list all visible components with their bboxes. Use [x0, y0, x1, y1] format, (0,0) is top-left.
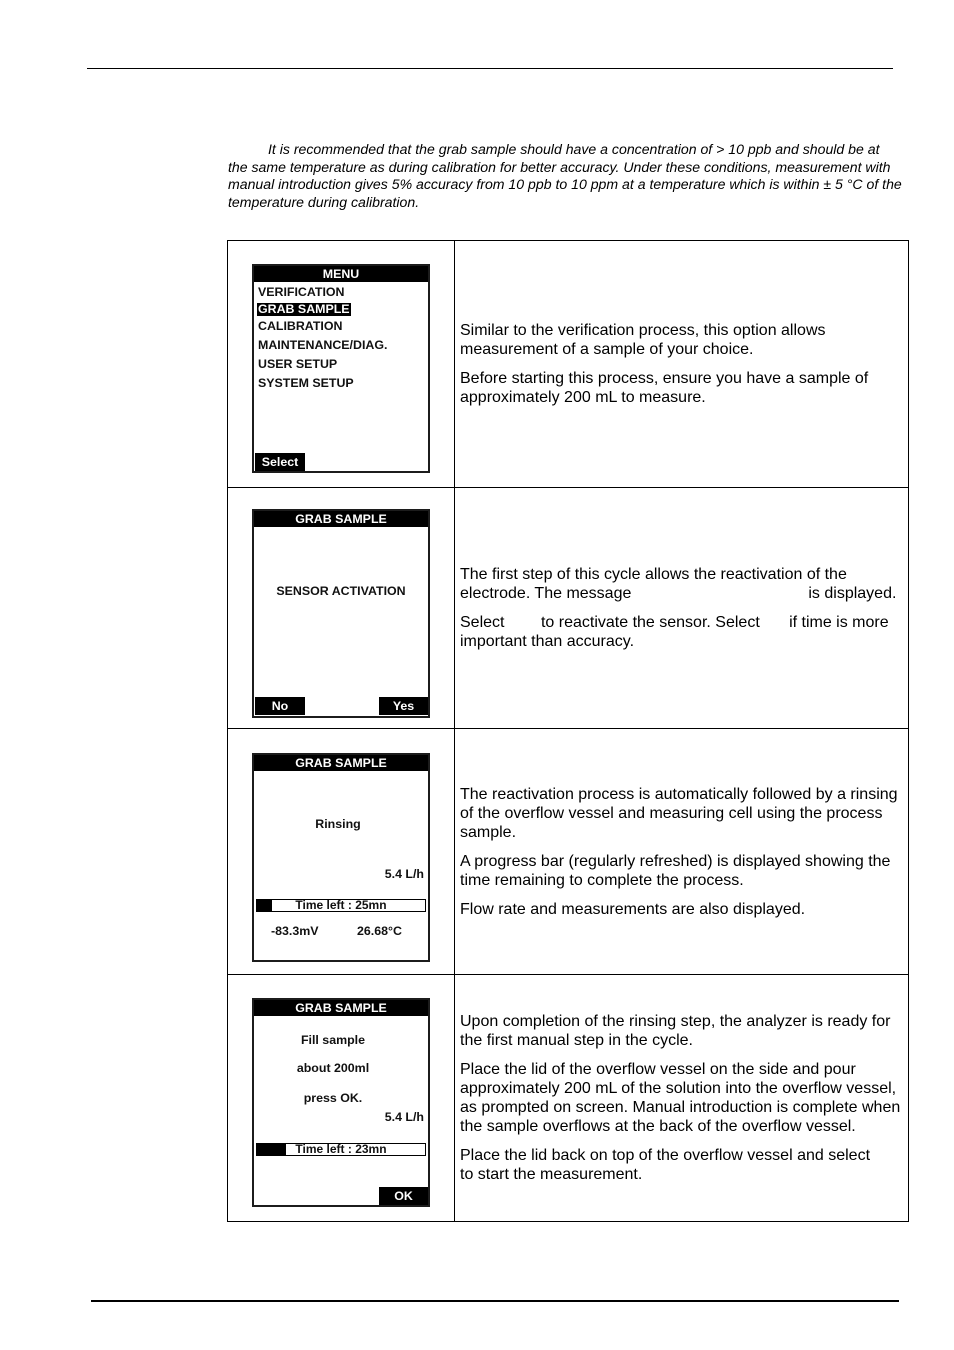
no-softkey: No: [255, 697, 305, 715]
note-line: temperature during calibration.: [228, 193, 420, 210]
description-segment: if time is more: [789, 614, 889, 631]
time-left-label: Time left : 25mn: [295, 898, 387, 912]
description-line: approximately 200 mL to measure.: [460, 389, 706, 406]
screen-cell: [228, 975, 455, 1221]
description-paragraph: [460, 321, 908, 359]
description-cell: [455, 241, 908, 487]
screen-message: Fill sample: [300, 1033, 366, 1047]
description-line: measurement of a sample of your choice.: [460, 341, 754, 358]
description-line: important than accuracy.: [460, 633, 635, 650]
description-paragraph: [460, 369, 908, 407]
screen-cell: [228, 729, 455, 974]
description-line: the first manual step in the cycle.: [460, 1032, 693, 1049]
description-line: the sample overflows at the back of the overflow vessel.: [460, 1118, 856, 1135]
description-line: sample.: [460, 823, 517, 841]
description-line: Flow rate and measurements are also displayed.: [460, 900, 806, 918]
procedure-row-rinsing: [228, 728, 908, 974]
note-line: the same temperature as during calibration for better accuracy. Under these conditions, measurement with: [228, 158, 891, 175]
description-line: Similar to the verification process, this option allows: [460, 322, 826, 339]
ok-softkey: OK: [379, 1187, 428, 1205]
screen-title: GRAB SAMPLE: [254, 755, 428, 771]
description-line: A progress bar (regularly refreshed) is displayed showing the: [460, 852, 891, 870]
note-line: It is recommended that the grab sample should have a concentration of > 10 ppb and should be at: [268, 141, 880, 157]
description-line: Upon completion of the rinsing step, the analyzer is ready for: [460, 1013, 891, 1030]
device-screen-sensor-activation: [252, 509, 430, 718]
screen-message: SENSOR ACTIVATION: [276, 584, 406, 598]
description-line: The reactivation process is automatically followed by a rinsing: [460, 785, 898, 803]
description-cell: [455, 488, 908, 728]
menu-item: USER SETUP: [258, 357, 338, 371]
description-paragraph: [460, 565, 908, 603]
screen-title: GRAB SAMPLE: [254, 1000, 428, 1016]
menu-item: VERIFICATION: [258, 285, 345, 299]
procedure-table: [227, 240, 909, 1222]
description-paragraph: [460, 900, 908, 919]
time-left-label: Time left : 23mn: [295, 1142, 387, 1156]
screen-message: press OK.: [303, 1091, 363, 1105]
description-paragraph: [460, 852, 908, 890]
screen-message: about 200ml: [296, 1061, 370, 1075]
header-rule: [87, 68, 893, 69]
temperature-readout: 26.68°C: [357, 924, 402, 938]
description-paragraph: [460, 785, 908, 842]
menu-item: SYSTEM SETUP: [258, 376, 354, 390]
flow-rate-readout: 5.4 L/h: [384, 1110, 424, 1124]
device-screen-fill-sample: [252, 998, 430, 1207]
description-line: time remaining to complete the process.: [460, 871, 744, 889]
screen-cell: [228, 488, 455, 728]
progress-bar: [256, 899, 426, 912]
description-paragraph: [460, 613, 908, 651]
screen-title: MENU: [254, 266, 428, 282]
description-cell: [455, 975, 908, 1221]
footer-rule: [91, 1300, 899, 1302]
description-line: as prompted on screen. Manual introduction is complete when: [460, 1099, 901, 1116]
description-paragraph: [460, 1060, 908, 1136]
description-line: of the overflow vessel and measuring cell using the process: [460, 804, 883, 822]
description-line: Place the lid back on top of the overflow vessel and select: [460, 1147, 871, 1164]
potential-readout: -83.3mV: [271, 924, 319, 938]
description-line: approximately 200 mL of the solution into the overflow vessel,: [460, 1080, 897, 1097]
description-line: [460, 584, 908, 603]
screen-message: Rinsing: [315, 817, 361, 831]
description-cell: [455, 729, 908, 974]
description-segment: to reactivate the sensor. Select: [540, 614, 760, 631]
yes-softkey: Yes: [379, 697, 428, 715]
description-segment: Select: [460, 614, 505, 631]
menu-item: CALIBRATION: [258, 319, 343, 333]
description-line: to start the measurement.: [460, 1166, 643, 1183]
description-paragraph: [460, 1012, 908, 1050]
description-line: The first step of this cycle allows the reactivation of the: [460, 566, 847, 583]
menu-item: GRAB SAMPLE: [258, 302, 350, 316]
menu-item: MAINTENANCE/DIAG.: [258, 338, 388, 352]
description-line: Before starting this process, ensure you have a sample of: [460, 370, 869, 387]
screen-cell: [228, 241, 455, 487]
description-line: [460, 613, 908, 632]
procedure-row-sensor-activation: [228, 487, 908, 728]
description-line: Place the lid of the overflow vessel on the side and pour: [460, 1061, 856, 1078]
note-line: manual introduction gives 5% accuracy from 10 ppb to 10 ppm at a temperature which is within ± 5 °C of the: [228, 176, 902, 192]
flow-rate-readout: 5.4 L/h: [384, 867, 424, 881]
description-segment: electrode. The message: [460, 585, 632, 602]
screen-title: GRAB SAMPLE: [254, 511, 428, 527]
procedure-row-menu: [228, 241, 908, 487]
recommendation-note: [228, 141, 908, 211]
select-softkey: Select: [255, 453, 305, 471]
progress-bar: [256, 1143, 426, 1156]
description-segment: is displayed.: [808, 585, 897, 602]
procedure-row-fill-sample: [228, 974, 908, 1221]
device-screen-rinsing: [252, 753, 430, 962]
menu-list: [254, 266, 428, 471]
device-screen-menu: [252, 264, 430, 473]
description-paragraph: [460, 1146, 908, 1184]
